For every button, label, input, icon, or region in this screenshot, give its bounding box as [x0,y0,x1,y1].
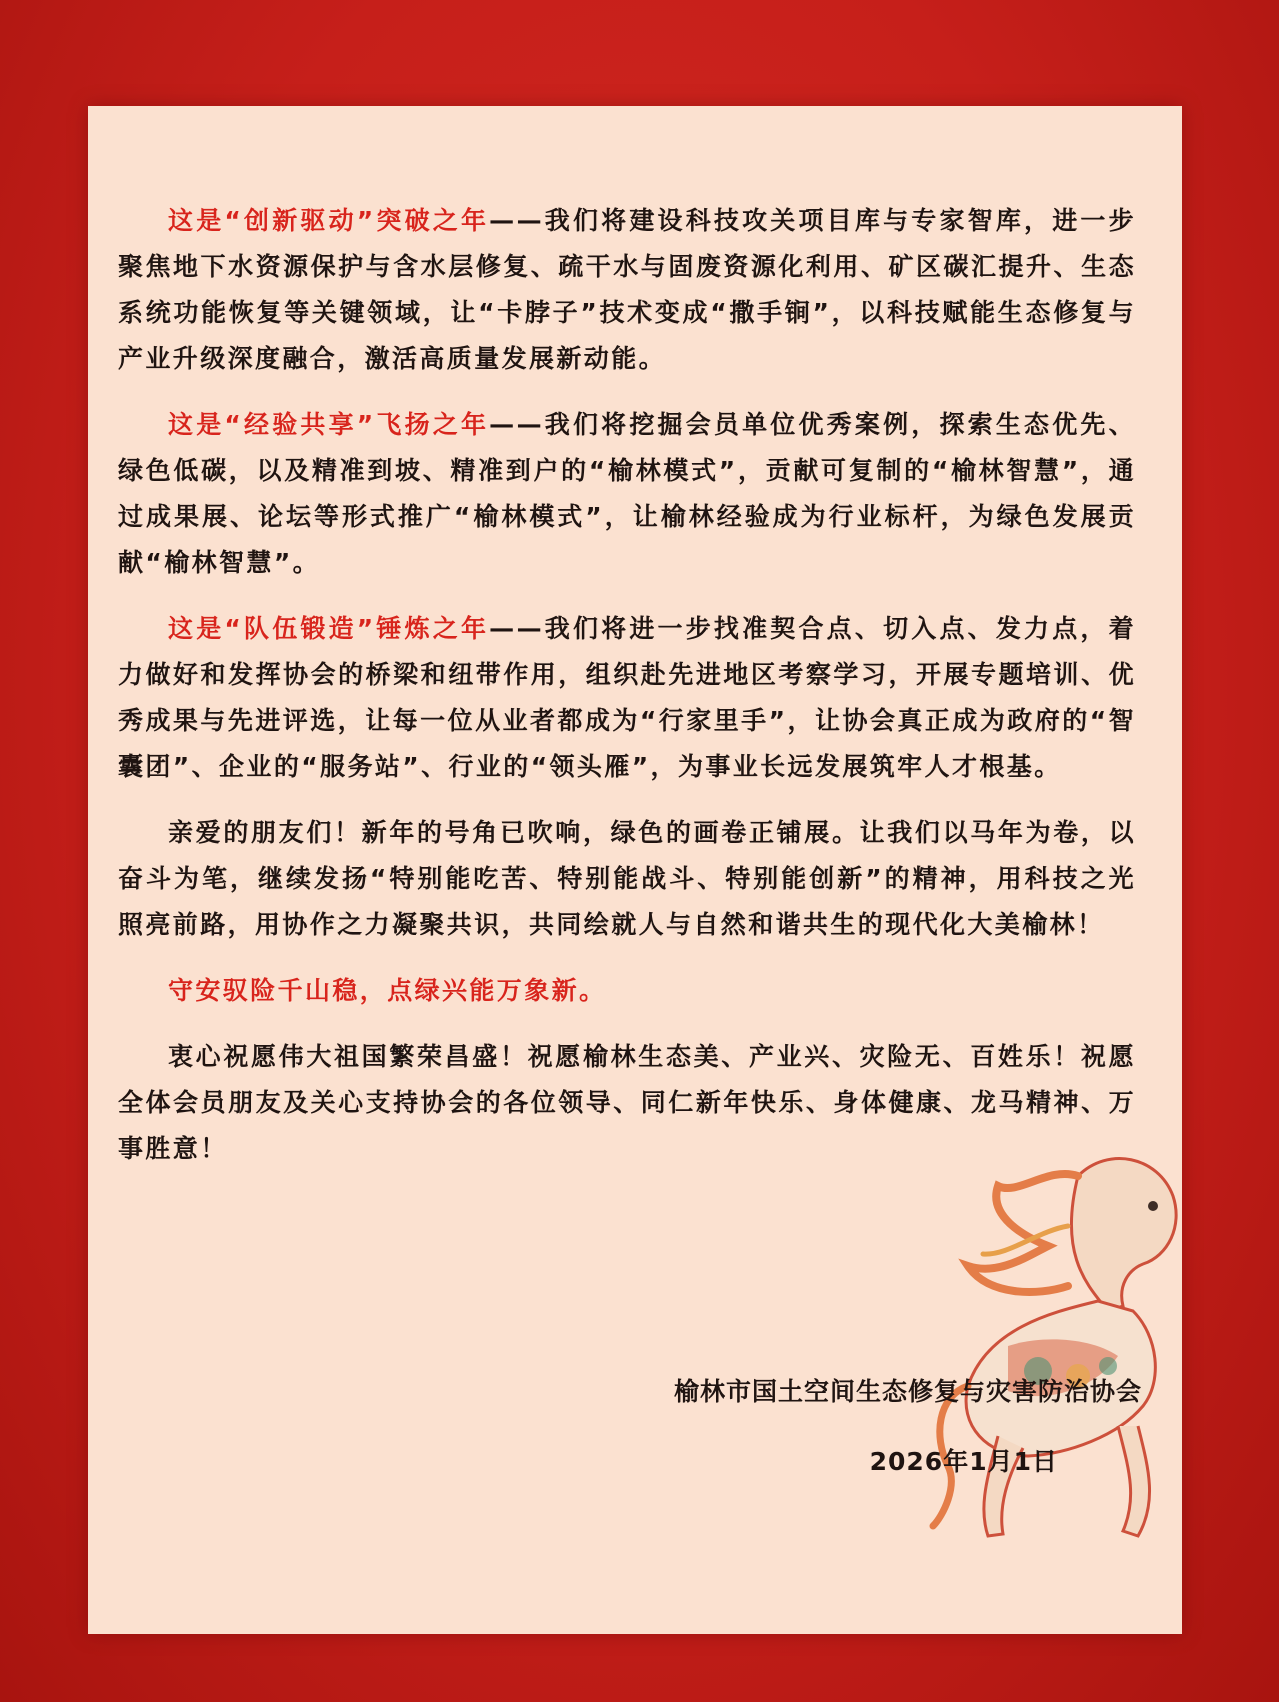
paragraph-lead: 这是“创新驱动”突破之年 [168,206,490,235]
paragraph-team [118,606,1136,790]
paragraph-text: ——我们将挖掘会员单位优秀案例，探索生态优先、绿色低碳，以及精准到坡、精准到户的“榆林模式”，贡献可复制的“榆林智慧”，通过成果展、论坛等形式推广“榆林模式”，让榆林经验成为行业标杆，为绿色发展贡献“榆林智慧”。 [118,410,1136,577]
letter-paper [88,106,1182,1634]
paragraph-wishes: 衷心祝愿伟大祖国繁荣昌盛！祝愿榆林生态美、产业兴、灾险无、百姓乐！祝愿全体会员朋友及关心支持协会的各位领导、同仁新年快乐、身体健康、龙马精神、万事胜意！ [118,1042,1136,1163]
motto: 守安驭险千山稳，点绿兴能万象新。 [168,976,607,1005]
paragraph-innovation [118,198,1136,382]
paragraph-text: ——我们将建设科技攻关项目库与专家智库，进一步聚焦地下水资源保护与含水层修复、疏干水与固废资源化利用、矿区碳汇提升、生态系统功能恢复等关键领域，让“卡脖子”技术变成“撒手锏”，以科技赋能生态修复与产业升级深度融合，激活高质量发展新动能。 [118,206,1136,373]
letter-body [118,198,1136,1192]
signature: 榆林市国土空间生态修复与灾害防治协会 [673,1377,1142,1406]
date: 2026年1月1日 [869,1447,1058,1476]
paragraph-experience [118,402,1136,586]
paragraph-text: ——我们将进一步找准契合点、切入点、发力点，着力做好和发挥协会的桥梁和纽带作用，组织赴先进地区考察学习，开展专题培训、优秀成果与先进评选，让每一位从业者都成为“行家里手”，让协会真正成为政府的“智囊团”、企业的“服务站”、行业的“领头雁”，为事业长远发展筑牢人才根基。 [118,614,1136,781]
paragraph-lead: 这是“经验共享”飞扬之年 [168,410,490,439]
paragraph-closing: 亲爱的朋友们！新年的号角已吹响，绿色的画卷正铺展。让我们以马年为卷，以奋斗为笔，继续发扬“特别能吃苦、特别能战斗、特别能创新”的精神，用科技之光照亮前路，用协作之力凝聚共识，共同绘就人与自然和谐共生的现代化大美榆林！ [118,818,1136,939]
paragraph-lead: 这是“队伍锻造”锤炼之年 [168,614,490,643]
